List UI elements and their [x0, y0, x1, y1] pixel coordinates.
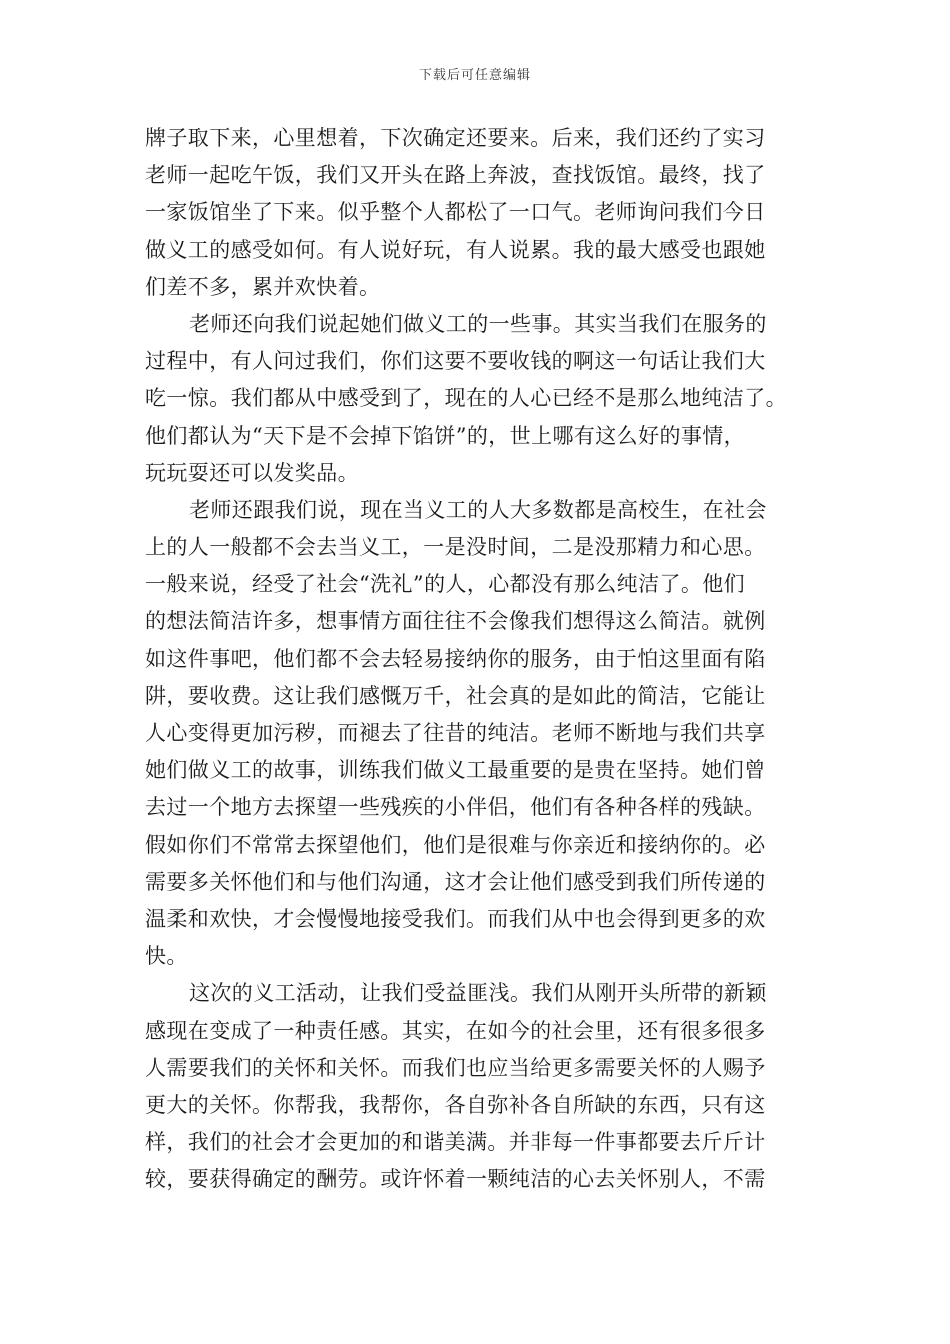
text-line: 老师还跟我们说，现在当义工的人大多数都是高校生，在社会: [189, 497, 767, 522]
text-line: 样，我们的社会才会更加的和谐美满。并非每一件事都要去斤斤计: [145, 1130, 766, 1155]
text-line: 玩玩耍还可以发奖品。: [145, 460, 359, 485]
text-line: 人心变得更加污秽，而褪去了往昔的纯洁。老师不断地与我们共享: [145, 721, 766, 745]
text-line: 温柔和欢快，才会慢慢地接受我们。而我们从中也会得到更多的欢: [145, 906, 766, 931]
text-line: 老师还向我们说起她们做义工的一些事。其实当我们在服务的: [189, 311, 767, 336]
text-line: 他们都认为“天下是不会掉下馅饼”的，世上哪有这么好的事情，: [145, 423, 746, 448]
text-line: 吃一惊。我们都从中感受到了，现在的人心已经不是那么地纯洁了。: [145, 386, 787, 411]
text-line: 上的人一般都不会去当义工，一是没时间，二是没那精力和心思。: [145, 535, 766, 560]
text-line: 她们做义工的故事，训练我们做义工最重要的是贵在坚持。她们曾: [145, 758, 766, 783]
text-line: 假如你们不常常去探望他们，他们是很难与你亲近和接纳你的。必: [145, 832, 766, 857]
text-line: 需要多关怀他们和与他们沟通，这才会让他们感受到我们所传递的: [145, 869, 766, 894]
text-line: 较，要获得确定的酬劳。或许怀着一颗纯洁的心去关怀别人，不需: [145, 1167, 766, 1192]
text-line: 感现在变成了一种责任感。其实，在如今的社会里，还有很多很多: [145, 1018, 766, 1043]
body-text: [145, 120, 810, 1198]
page-header: 下载后可任意编辑: [418, 68, 531, 83]
text-line: 这次的义工活动，让我们受益匪浅。我们从刚开头所带的新颖: [189, 981, 767, 1006]
text-line: 如这件事吧，他们都不会去轻易接纳你的服务，由于怕这里面有陷: [145, 646, 766, 671]
text-line: 做义工的感受如何。有人说好玩，有人说累。我的最大感受也跟她: [145, 237, 766, 262]
text-line: 过程中，有人问过我们，你们这要不要收钱的啊这一句话让我们大: [145, 349, 766, 374]
text-line: 的想法简洁许多，想事情方面往往不会像我们想得这么简洁。就例: [145, 609, 766, 634]
text-line: 阱，要收费。这让我们感慨万千，社会真的是如此的简洁，它能让: [145, 683, 766, 708]
text-line: 老师一起吃午饭，我们又开头在路上奔波，查找饭馆。最终，找了: [145, 163, 766, 188]
text-line: 们差不多，累并欢快着。: [145, 274, 381, 299]
text-line: 更大的关怀。你帮我，我帮你，各自弥补各自所缺的东西，只有这: [145, 1092, 766, 1117]
text-line: 快。: [145, 944, 188, 969]
text-line: 一家饭馆坐了下来。似乎整个人都松了一口气。老师询问我们今日: [145, 200, 766, 225]
text-line: 人需要我们的关怀和关怀。而我们也应当给更多需要关怀的人赐予: [145, 1055, 766, 1080]
text-line: 牌子取下来，心里想着，下次确定还要来。后来，我们还约了实习: [145, 126, 766, 150]
text-line: 一般来说，经受了社会“洗礼”的人，心都没有那么纯洁了。他们: [145, 572, 746, 597]
text-line: 去过一个地方去探望一些残疾的小伴侣，他们有各种各样的残缺。: [145, 795, 766, 820]
